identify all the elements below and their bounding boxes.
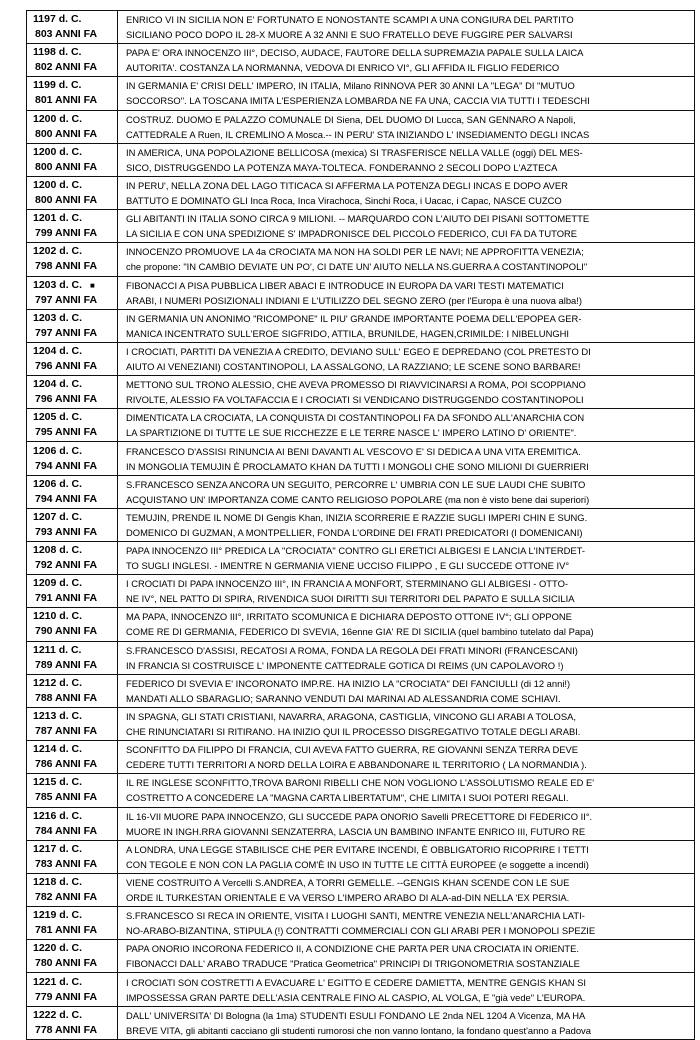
year-text: 1216 d. C. [33, 809, 83, 822]
year-text: 1204 d. C. [33, 378, 83, 391]
years-ago-label: 800 ANNI FA [35, 160, 98, 173]
event-text-line: TO SUGLI INGLESI. - IMENTRE N GERMANIA VIENE UCCISO FILIPPO , E GLI SUCCEDE OTTONE IV° [126, 560, 570, 572]
year-text: 1198 d. C. [33, 46, 82, 59]
event-text-line: MA PAPA, INNOCENZO III°, IRRITATO SCOMUNICA E DICHIARA DEPOSTO OTTONE IV°; GLI OPPONE [126, 611, 572, 623]
year-text: 1201 d. C. [33, 212, 83, 225]
event-description [118, 675, 695, 707]
year-label [33, 941, 117, 956]
table-row [26, 874, 695, 907]
event-text-line: CATTEDRALE A Ruen, IL CREMLINO A Mosca.-- IN PERU' STA INIZIANDO L' INSEDIAMENTO DEGLI INCAS [126, 128, 590, 140]
event-text-line: I CROCIATI, PARTITI DA VENEZIA A CREDITO, DEVIANO SULL' EGEO E DEPREDANO (COL PRETESTO DI [126, 345, 591, 357]
event-description [118, 774, 695, 806]
date-cell [26, 44, 118, 76]
years-ago-label: 793 ANNI FA [35, 525, 98, 538]
years-ago-label: 794 ANNI FA [35, 492, 98, 505]
table-row [26, 277, 695, 310]
event-text-line: che propone: "IN CAMBIO DEVIATE UN PO', CI DATE UN' AIUTO NELLA NS.GUERRA A COSTANTINOPOLI" [126, 261, 588, 273]
event-description [118, 907, 695, 939]
event-description [118, 608, 695, 640]
table-row [26, 310, 695, 343]
event-description [118, 575, 695, 607]
event-description [118, 144, 695, 176]
year-text: 1200 d. C. [33, 145, 83, 158]
event-text-line: ORDE IL TURKESTAN ORIENTALE E VA VERSO L'IMPERO ARABO DI ALA-ad-DIN NELLA 'EX PERSIA. [126, 891, 570, 903]
year-label [33, 676, 117, 691]
event-description [118, 177, 695, 209]
event-text-line: SICO, DISTRUGGENDO LA POTENZA MAYA-TOLTECA. FONDERANNO 2 SECOLI DOPO L'AZTECA [126, 161, 558, 173]
table-row [26, 708, 695, 741]
event-text-line: CEDERE TUTTI TERRITORI A NORD DELLA LOIRA E ABBANDONARE IL TERRITORIO ( LA NORMANDIA ). [126, 759, 587, 771]
year-label [33, 410, 117, 425]
event-description [118, 542, 695, 574]
event-description [118, 409, 695, 441]
event-text-line: INNOCENZO PROMUOVE LA 4a CROCIATA MA NON HA SOLDI PER LE NAVI; NE APPROFITTA VENEZIA; [126, 246, 584, 258]
date-cell [26, 841, 118, 873]
table-row [26, 642, 695, 675]
table-row [26, 973, 695, 1006]
event-text-line: IN SPAGNA, GLI STATI CRISTIANI, NAVARRA, ARAGONA, CASTIGLIA, VINCONO GLI ARABI A TOLOSA, [126, 711, 576, 723]
year-text: 1220 d. C. [33, 942, 83, 955]
event-text-line: PAPA INNOCENZO III° PREDICA LA "CROCIATA" CONTRO GLI ERETICI ALBIGESI E LANCIA L'INTERDET- [126, 545, 585, 557]
year-text: 1203 d. C. [33, 311, 83, 324]
year-label [33, 444, 117, 459]
years-ago-label: 803 ANNI FA [35, 28, 98, 41]
year-label [33, 12, 117, 27]
years-ago-label: 792 ANNI FA [35, 559, 98, 572]
event-description [118, 940, 695, 972]
year-text: 1210 d. C. [33, 610, 83, 623]
table-row [26, 542, 695, 575]
year-label [33, 609, 117, 624]
event-description [118, 277, 695, 309]
date-cell [26, 675, 118, 707]
date-cell [26, 376, 118, 408]
year-text: 1206 d. C. [33, 444, 83, 457]
year-label [33, 643, 117, 658]
year-label [33, 377, 117, 392]
date-cell [26, 940, 118, 972]
years-ago-label: 790 ANNI FA [35, 625, 98, 638]
event-text-line: GLI ABITANTI IN ITALIA SONO CIRCA 9 MILIONI. -- MARQUARDO CON L'AIUTO DEI PISANI SOTTOMETTE [126, 213, 590, 225]
event-description [118, 442, 695, 474]
years-ago-label: 797 ANNI FA [35, 293, 98, 306]
event-text-line: A LONDRA, UNA LEGGE STABILISCE CHE PER EVITARE INCENDI, È OBBLIGATORIO RICOPRIRE I TETTI [126, 843, 589, 855]
event-text-line: NE IV°, NEL PATTO DI SPIRA, RIVENDICA SUOI DIRITTI SUI TERRITORI DEL PAPATO E SULLA SICILIA [126, 593, 575, 605]
date-cell [26, 144, 118, 176]
year-text: 1222 d. C. [33, 1008, 83, 1021]
year-label [33, 178, 117, 193]
years-ago-label: 799 ANNI FA [35, 227, 98, 240]
event-description [118, 808, 695, 840]
date-cell [26, 177, 118, 209]
event-text-line: COME RE DI GERMANIA, FEDERICO DI SVEVIA, 16enne GIA' RE DI SICILIA (quel bambino tutelato dal Papa) [126, 626, 594, 638]
date-cell [26, 409, 118, 441]
table-row [26, 476, 695, 509]
event-description [118, 841, 695, 873]
year-text: 1197 d. C. [33, 13, 82, 26]
year-text: 1215 d. C. [33, 776, 83, 789]
event-text-line: COSTRETTO A CONCEDERE LA "MAGNA CARTA LIBERTATUM", CHE LIMITA I SUOI POTERI REGALI. [126, 792, 569, 804]
year-label [33, 78, 117, 93]
event-text-line: TEMUJIN, PRENDE IL NOME DI Gengis Khan, INIZIA SCORRERIE E RAZZIE SUGLI IMPERI CHIN E SUNG. [126, 511, 588, 523]
event-text-line: ARABI, I NUMERI POSIZIONALI INDIANI E L'UTILIZZO DEL SEGNO ZERO (per l'Europa è una nuova alba!) [126, 294, 582, 306]
event-text-line: METTONO SUL TRONO ALESSIO, CHE AVEVA PROMESSO DI RIAVVICINARSI A ROMA, POI SCOPPIANO [126, 379, 586, 391]
event-text-line: CHE RINUNCIATARI SI RITIRANO. HA INIZIO QUI IL PROCESSO DISGREGATIVO TOTALE DEGLI ARABI. [126, 726, 581, 738]
event-text-line: BATTUTO E DOMINATO GLI Inca Roca, Inca Virachoca, Sinchi Roca, i Uacac, i Capac, NASCE CUZCO [126, 195, 562, 207]
year-label [33, 709, 117, 724]
years-ago-label: 778 ANNI FA [35, 1023, 98, 1036]
year-label [33, 908, 117, 923]
event-text-line: I CROCIATI SON COSTRETTI A EVACUARE L' EGITTO E CEDERE DAMIETTA, MENTRE GENGIS KHAN SI [126, 976, 587, 988]
year-label [33, 278, 117, 293]
event-description [118, 973, 695, 1005]
year-text: 1211 d. C. [33, 643, 82, 656]
event-text-line: PAPA ONORIO INCORONA FEDERICO II, A CONDIZIONE CHE PARTA PER UNA CROCIATA IN ORIENTE. [126, 943, 580, 955]
event-text-line: ACQUISTANO UN' IMPORTANZA COME CANTO RELIGIOSO POPOLARE (ma non è visto bene dai superiori) [126, 493, 590, 505]
years-ago-label: 781 ANNI FA [35, 924, 98, 937]
year-text: 1212 d. C. [33, 676, 83, 689]
event-text-line: MANICA INCENTRATO SULL'EROE SIGFRIDO, ATTILA, BRUNILDE, HAGEN,CRIMILDE: I NIBELUNGHI [126, 327, 570, 339]
date-cell [26, 973, 118, 1005]
year-label [33, 809, 117, 824]
year-text: 1207 d. C. [33, 510, 83, 523]
event-text-line: DOMENICO DI GUZMAN, A MONTPELLIER, FONDA L'ORDINE DEI FRATI PREDICATORI (I DOMENICANI) [126, 526, 583, 538]
event-text-line: ENRICO VI IN SICILIA NON E' FORTUNATO E NONOSTANTE SCAMPI A UNA CONGIURA DEL PARTITO [126, 14, 574, 26]
years-ago-label: 795 ANNI FA [35, 426, 98, 439]
year-text: 1209 d. C. [33, 577, 83, 590]
year-label [33, 344, 117, 359]
years-ago-label: 782 ANNI FA [35, 890, 98, 903]
chronology-table [26, 10, 695, 1040]
date-cell [26, 741, 118, 773]
event-text-line: MANDATI ALLO SBARAGLIO; SARANNO VENDUTI DAI MARINAI AD ALESSANDRIA COME SCHIAVI. [126, 692, 561, 704]
event-description [118, 11, 695, 43]
year-label [33, 45, 117, 60]
date-cell [26, 476, 118, 508]
event-description [118, 376, 695, 408]
event-description [118, 310, 695, 342]
years-ago-label: 780 ANNI FA [35, 957, 98, 970]
year-text: 1202 d. C. [33, 245, 83, 258]
square-marker-icon: ■ [90, 280, 95, 290]
years-ago-label: 800 ANNI FA [35, 127, 98, 140]
year-text: 1217 d. C. [33, 842, 83, 855]
event-text-line: SICILIANO POCO DOPO IL 28-X MUORE A 32 ANNI E SUO FRATELLO DEVE FUGGIRE PER SALVARSI [126, 29, 573, 41]
years-ago-label: 783 ANNI FA [35, 857, 98, 870]
table-row [26, 608, 695, 641]
table-row [26, 177, 695, 210]
event-text-line: RIVOLTE, ALESSIO FA VOLTAFACCIA E I CROCIATI SI VENDICANO DISTRUGGENDO COSTANTINOPOLI [126, 394, 584, 406]
event-text-line: S.FRANCESCO D'ASSISI, RECATOSI A ROMA, FONDA LA REGOLA DEI FRATI MINORI (FRANCESCANI) [126, 644, 578, 656]
table-row [26, 442, 695, 475]
year-text: 1213 d. C. [33, 710, 83, 723]
event-text-line: IN GERMANIA UN ANONIMO "RICOMPONE" IL PIU' GRANDE IMPORTANTE POEMA DELL'EPOPEA GER- [126, 312, 582, 324]
years-ago-label: 801 ANNI FA [35, 94, 98, 107]
year-text: 1208 d. C. [33, 544, 83, 557]
table-row [26, 210, 695, 243]
table-row [26, 77, 695, 110]
event-text-line: FRANCESCO D'ASSISI RINUNCIA AI BENI DAVANTI AL VESCOVO E' SI DEDICA A UNA VITA EREMITICA. [126, 445, 581, 457]
years-ago-label: 788 ANNI FA [35, 691, 98, 704]
table-row [26, 11, 695, 44]
date-cell [26, 243, 118, 275]
year-text: 1206 d. C. [33, 477, 83, 490]
table-row [26, 243, 695, 276]
table-row [26, 575, 695, 608]
event-description [118, 111, 695, 143]
date-cell [26, 608, 118, 640]
years-ago-label: 800 ANNI FA [35, 194, 98, 207]
event-text-line: AUTORITA'. COSTANZA LA NORMANNA, VEDOVA DI ENRICO VI°, GLI AFFIDA IL FIGLIO FEDERICO [126, 62, 560, 74]
table-row [26, 144, 695, 177]
year-text: 1204 d. C. [33, 344, 83, 357]
event-text-line: AIUTO AI VENEZIANI) COSTANTINOPOLI, LA ASSALGONO, LA RAZZIANO; LE SCENE SONO BARBARE! [126, 360, 581, 372]
event-text-line: FIBONACCI A PISA PUBBLICA LIBER ABACI E INTRODUCE IN EUROPA DA VARI TESTI MATEMATICI [126, 279, 564, 291]
event-text-line: IN MONGOLIA TEMUJIN È PROCLAMATO KHAN DA TUTTI I MONGOLI CHE SONO MILIONI DI GUERRIERI [126, 460, 589, 472]
table-row [26, 409, 695, 442]
event-text-line: FIBONACCI DALL' ARABO TRADUCE "Pratica Geometrica" PRINCIPI DI TRIGONOMETRIA SOSTANZIALE [126, 958, 580, 970]
year-text: 1221 d. C. [33, 975, 83, 988]
year-label [33, 842, 117, 857]
years-ago-label: 786 ANNI FA [35, 758, 98, 771]
event-text-line: SOCCORSO". LA TOSCANA IMITA L'ESPERIENZA LOMBARDA NE FA UNA, CACCIA VIA TUTTI I TEDESCHI [126, 95, 590, 107]
event-text-line: DALL' UNIVERSITA' DI Bologna (la 1ma) STUDENTI ESULI FONDANO LE 2nda NEL 1204 A Vicenza, MA HA [126, 1009, 586, 1021]
date-cell [26, 77, 118, 109]
years-ago-label: 802 ANNI FA [35, 61, 98, 74]
years-ago-label: 796 ANNI FA [35, 393, 98, 406]
year-text: 1219 d. C. [33, 909, 83, 922]
year-label [33, 875, 117, 890]
table-row [26, 741, 695, 774]
date-cell [26, 575, 118, 607]
table-row [26, 343, 695, 376]
event-description [118, 509, 695, 541]
year-text: 1218 d. C. [33, 875, 83, 888]
years-ago-label: 785 ANNI FA [35, 791, 98, 804]
date-cell [26, 542, 118, 574]
year-text: 1214 d. C. [33, 743, 83, 756]
date-cell [26, 509, 118, 541]
date-cell [26, 874, 118, 906]
event-description [118, 243, 695, 275]
event-text-line: S.FRANCESCO SI RECA IN ORIENTE, VISITA I LUOGHI SANTI, MENTRE VENEZIA NELL'ANARCHIA LATI- [126, 910, 585, 922]
date-cell [26, 708, 118, 740]
year-label [33, 112, 117, 127]
table-row [26, 841, 695, 874]
event-description [118, 642, 695, 674]
year-text: 1200 d. C. [33, 179, 83, 192]
year-label [33, 1008, 117, 1023]
table-row [26, 44, 695, 77]
event-text-line: S.FRANCESCO SENZA ANCORA UN SEGUITO, PERCORRE L' UMBRIA CON LE SUE LAUDI CHE SUBITO [126, 478, 586, 490]
event-description [118, 1007, 695, 1039]
year-label [33, 477, 117, 492]
table-row [26, 907, 695, 940]
date-cell [26, 343, 118, 375]
table-row [26, 509, 695, 542]
event-text-line: IN PERU', NELLA ZONA DEL LAGO TITICACA SI AFFERMA LA POTENZA DEGLI INCAS E DOPO AVER [126, 180, 568, 192]
year-label [33, 576, 117, 591]
date-cell [26, 442, 118, 474]
event-text-line: BREVE VITA, gli abitanti cacciano gli studenti rumorosi che non vanno lontano, la fondano quest'anno a Padova [126, 1024, 591, 1036]
years-ago-label: 797 ANNI FA [35, 326, 98, 339]
event-text-line: VIENE COSTRUITO A Vercelli S.ANDREA, A TORRI GEMELLE. --GENGIS KHAN SCENDE CON LE SUE [126, 876, 570, 888]
year-label [33, 145, 117, 160]
event-description [118, 44, 695, 76]
date-cell [26, 111, 118, 143]
event-text-line: COSTRUZ. DUOMO E PALAZZO COMUNALE DI Siena, DEL DUOMO DI Lucca, SAN GENNARO A Napoli, [126, 113, 576, 125]
years-ago-label: 791 ANNI FA [35, 592, 98, 605]
date-cell [26, 642, 118, 674]
years-ago-label: 794 ANNI FA [35, 459, 98, 472]
table-row [26, 376, 695, 409]
event-text-line: IMPOSSESSA GRAN PARTE DELL'ASIA CENTRALE FINO AL CASPIO, AL VOLGA, E "già vede" L'EUROPA. [126, 991, 586, 1003]
year-label [33, 211, 117, 226]
event-text-line: IN AMERICA, UNA POPOLAZIONE BELLICOSA (mexica) SI TRASFERISCE NELLA VALLE (oggi) DEL MES- [126, 146, 583, 158]
years-ago-label: 784 ANNI FA [35, 824, 98, 837]
year-text: 1203 d. C. [33, 278, 83, 291]
date-cell [26, 277, 118, 309]
event-text-line: IN FRANCIA SI COSTRUISCE L' IMPONENTE CATTEDRALE GOTICA DI REIMS (UN CAPOLAVORO !) [126, 659, 564, 671]
table-row [26, 675, 695, 708]
year-label [33, 975, 117, 990]
event-description [118, 874, 695, 906]
year-label [33, 543, 117, 558]
event-text-line: DIMENTICATA LA CROCIATA, LA CONQUISTA DI COSTANTINOPOLI FA DA SFONDO ALL'ANARCHIA CON [126, 412, 585, 424]
event-description [118, 476, 695, 508]
event-text-line: LA SPARTIZIONE DI TUTTE LE SUE RICCHEZZE E LE TERRE NASCE L' IMPERO LATINO D' ORIENTE". [126, 427, 577, 439]
event-text-line: MUORE IN INGH.RRA GIOVANNI SENZATERRA, LASCIA UN BAMBINO INFANTE ENRICO III, FUTURO RE [126, 825, 586, 837]
year-label [33, 311, 117, 326]
date-cell [26, 774, 118, 806]
event-text-line: PAPA E' ORA INNOCENZO III°, DECISO, AUDACE, FAUTORE DELLA SUPREMAZIA PAPALE SULLA LAICA [126, 47, 584, 59]
event-text-line: CON TEGOLE E NON CON LA PAGLIA COM'È IN USO IN TUTTE LE CITTÀ EUROPEE (e soggette a incendi) [126, 858, 589, 870]
event-description [118, 741, 695, 773]
table-row [26, 808, 695, 841]
year-text: 1199 d. C. [33, 79, 82, 92]
event-text-line: IN GERMANIA E' CRISI DELL' IMPERO, IN ITALIA, Milano RINNOVA PER 30 ANNI LA "LEGA" DI "MUTUO [126, 80, 575, 92]
event-text-line: SCONFITTO DA FILIPPO DI FRANCIA, CUI AVEVA FATTO GUERRA, RE GIOVANNI SENZA TERRA DEVE [126, 744, 578, 756]
event-text-line: I CROCIATI DI PAPA INNOCENZO III°, IN FRANCIA A MONFORT, STERMINANO GLI ALBIGESI - OTTO- [126, 578, 568, 590]
table-row [26, 1007, 695, 1040]
event-text-line: IL 16-VII MUORE PAPA INNOCENZO, GLI SUCCEDE PAPA ONORIO Savelli PRECETTORE DI FEDERICO II°. [126, 810, 593, 822]
year-label [33, 244, 117, 259]
table-row [26, 111, 695, 144]
date-cell [26, 310, 118, 342]
date-cell [26, 907, 118, 939]
years-ago-label: 787 ANNI FA [35, 725, 98, 738]
year-text: 1200 d. C. [33, 112, 83, 125]
date-cell [26, 808, 118, 840]
event-text-line: FEDERICO DI SVEVIA E' INCORONATO IMP.RE. HA INIZIO LA "CROCIATA" DEI FANCIULLI (di 12 anni!) [126, 677, 571, 689]
years-ago-label: 798 ANNI FA [35, 260, 98, 273]
table-row [26, 940, 695, 973]
years-ago-label: 789 ANNI FA [35, 658, 98, 671]
year-label [33, 510, 117, 525]
years-ago-label: 779 ANNI FA [35, 990, 98, 1003]
event-text-line: NO-ARABO-BIZANTINA, STIPULA (!) CONTRATTI COMMERCIALI CON GLI ARABI PER I MONOPOLI SPEZIE [126, 925, 596, 937]
date-cell [26, 1007, 118, 1039]
table-row [26, 774, 695, 807]
years-ago-label: 796 ANNI FA [35, 359, 98, 372]
event-description [118, 708, 695, 740]
event-text-line: LA SICILIA E CON UNA SPEDIZIONE S' IMPADRONISCE DEL PICCOLO FEDERICO, CUI FA DA TUTORE [126, 228, 578, 240]
event-text-line: IL RE INGLESE SCONFITTO,TROVA BARONI RIBELLI CHE NON VOGLIONO L'ASSOLUTISMO REALE ED E' [126, 777, 595, 789]
date-cell [26, 11, 118, 43]
year-label [33, 775, 117, 790]
year-label [33, 742, 117, 757]
event-description [118, 210, 695, 242]
event-description [118, 343, 695, 375]
date-cell [26, 210, 118, 242]
year-text: 1205 d. C. [33, 411, 83, 424]
event-description [118, 77, 695, 109]
